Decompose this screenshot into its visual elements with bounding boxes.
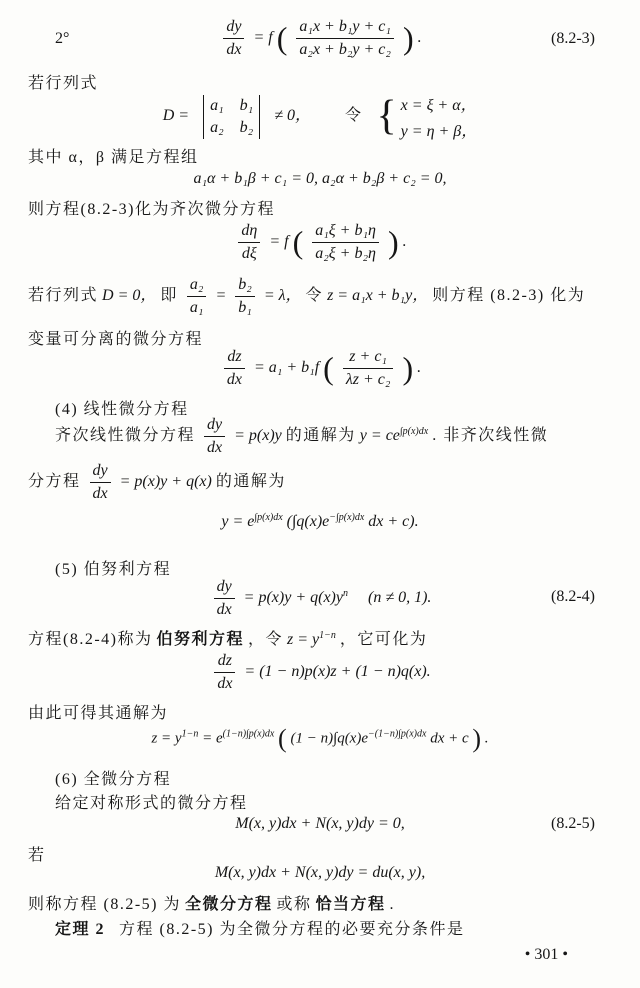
equation-homogeneous	[0, 222, 640, 262]
exponent: −(1−n)∫p(x)dx	[368, 728, 427, 740]
case-y: y = η + β，	[400, 123, 478, 140]
math-segment: y = e	[221, 513, 255, 530]
exponent: 1−n	[181, 728, 199, 740]
frac-num: a₁ξ + b₁η	[312, 222, 379, 243]
open-paren: (	[278, 724, 287, 753]
text-given-symmetric: 给定对称形式的微分方程	[55, 795, 248, 812]
text-bernoulli-bold: 伯努利方程	[156, 631, 245, 648]
math-segment: = f	[269, 232, 289, 250]
frac-num: b₂	[235, 276, 255, 297]
math-segment: (∫q(x)e	[286, 513, 330, 530]
math-segment: = p(x)y	[234, 426, 282, 444]
open-paren: (	[292, 224, 304, 261]
text-then-homogeneous: 则方程(8.2-3)化为齐次微分方程	[28, 201, 275, 218]
exponent: n	[342, 587, 348, 599]
math-segment: .	[402, 232, 407, 250]
text-theorem-2-bold: 定理 2	[55, 921, 106, 938]
frac-num: dy	[223, 18, 244, 39]
frac-den: dx	[216, 600, 232, 618]
page-number: • 301 •	[524, 946, 568, 963]
frac-den: dx	[217, 674, 233, 692]
frac-den: dx	[226, 40, 242, 58]
equation-bernoulli-solution	[0, 726, 640, 752]
text-nonhomog-tail: . 非齐次线性微	[432, 426, 549, 444]
paragraph-d-zero	[28, 276, 585, 316]
frac-num: dy	[90, 462, 111, 483]
frac-xi-eta-ratio	[312, 222, 379, 262]
frac-num: dy	[214, 578, 235, 599]
math-segment: (1 − n)∫q(x)e	[290, 730, 368, 747]
math-segment: y = ce	[359, 426, 400, 444]
substitution-cases	[367, 92, 478, 141]
frac-a2-a1	[187, 276, 207, 316]
text-let-2: 令	[305, 286, 324, 304]
math-segment: = p(x)y + q(x)y	[243, 588, 343, 606]
frac-num: dz	[214, 652, 235, 673]
text-let-3: ，令	[248, 631, 284, 648]
frac-dy-dx-inline	[90, 462, 111, 502]
det-bar-right	[259, 95, 260, 139]
text-where-alpha-beta: 其中 α，β 满足方程组	[28, 149, 199, 166]
frac-num: a₂	[187, 276, 207, 297]
math-segment: = (1 − n)p(x)z + (1 − n)q(x).	[244, 662, 431, 680]
close-paren: )	[472, 724, 482, 753]
frac-num: a₁x + b₁y + c₁	[296, 18, 394, 39]
text-then-called: 则称方程 (8.2-5) 为	[28, 896, 181, 913]
text-then-eq-becomes: 则方程 (8.2-3) 化为	[432, 286, 586, 304]
frac-num: dη	[238, 222, 260, 243]
math-segment: D =	[162, 107, 190, 125]
math-segment: dx + c	[430, 730, 469, 747]
paragraph-theorem-2	[55, 916, 465, 939]
equation-bernoulli-z	[0, 652, 640, 692]
text-that-is: 即	[160, 286, 178, 304]
text-eq-called: 方程(8.2-4)称为	[28, 631, 153, 648]
math-segment: = p(x)y + q(x)	[119, 472, 212, 490]
equation-separable	[0, 348, 640, 388]
text-or-called: 或称	[276, 896, 312, 913]
case-x: x = ξ + α，	[400, 97, 477, 114]
equation-8-2-4	[0, 578, 640, 618]
eq-label-823: (8.2-3)	[551, 30, 595, 47]
math-segment: ≠ 0，	[274, 107, 311, 125]
paragraph-exact	[28, 891, 395, 914]
frac-num: dy	[204, 416, 225, 437]
section-4-heading: (4) 线性微分方程	[55, 401, 189, 418]
text-if-determinant-2: 若行列式	[28, 286, 99, 304]
det-a21: a₂	[210, 118, 224, 136]
frac-den: b₁	[238, 298, 252, 316]
frac-den: a₂x + b₂y + c₂	[299, 40, 391, 58]
frac-dy-dx	[214, 578, 235, 618]
frac-den: λz + c₂	[345, 370, 391, 388]
math-segment: = e	[202, 730, 223, 747]
frac-dz-dx	[224, 348, 245, 388]
text-thus-general-solution: 由此可得其通解为	[28, 705, 169, 722]
equation-du: M(x, y)dx + N(x, y)dy = du(x, y),	[214, 864, 426, 881]
close-paren: )	[387, 224, 399, 261]
math-segment: = λ，	[263, 286, 302, 304]
open-paren: (	[276, 20, 288, 57]
text-it-becomes: ，它可化为	[339, 631, 428, 648]
exponent: ∫p(x)dx	[399, 425, 429, 437]
text-exact-bold: 恰当方程	[315, 896, 386, 913]
close-paren: )	[402, 350, 414, 387]
frac-den: a₁	[189, 298, 204, 316]
frac-linear-ratio	[296, 18, 394, 58]
paragraph-linear-1	[55, 416, 548, 456]
text-period: .	[389, 896, 396, 913]
frac-dy-dx-inline	[204, 416, 225, 456]
frac-num: z + c₁	[343, 348, 394, 369]
open-paren: (	[323, 350, 334, 387]
frac-dy-dx	[223, 18, 244, 58]
frac-b2-b1	[235, 276, 255, 316]
frac-dz-dx	[214, 652, 235, 692]
math-segment: dx + c).	[368, 513, 419, 530]
equation-8-2-5: M(x, y)dx + N(x, y)dy = 0,	[235, 815, 405, 832]
left-brace: {	[376, 92, 397, 139]
case-marker: 2°	[55, 30, 70, 47]
section-6-heading: (6) 全微分方程	[55, 771, 172, 788]
equation-linear-solution	[0, 512, 640, 531]
exponent: −∫p(x)dx	[329, 512, 365, 523]
determinant-line	[0, 92, 640, 141]
math-segment: D = 0，	[102, 286, 157, 304]
frac-den: dx	[226, 370, 242, 388]
text-separable: 变量可分离的微分方程	[28, 331, 204, 348]
text-if-determinant: 若行列式	[28, 75, 99, 92]
math-segment: z = a₁x + b₁y，	[327, 286, 429, 304]
math-segment: .	[417, 358, 422, 376]
determinant	[199, 95, 264, 139]
text-homog-linear: 齐次线性微分方程	[55, 426, 196, 444]
frac-z-ratio	[343, 348, 394, 388]
frac-den: dξ	[241, 244, 257, 262]
text-equation-cont: 分方程	[28, 472, 81, 490]
det-a12: b₁	[239, 96, 254, 114]
text-let: 令	[344, 107, 363, 125]
case-rows	[401, 92, 478, 141]
math-segment: .	[484, 730, 489, 747]
det-a11: a₁	[210, 96, 224, 114]
frac-deta-dxi	[238, 222, 260, 262]
frac-den: dx	[92, 484, 108, 502]
text-if: 若	[28, 847, 46, 864]
text-general-solution-is: 的通解为	[285, 426, 356, 444]
math-segment: z = y	[287, 631, 320, 648]
exponent: ∫p(x)dx	[254, 512, 283, 523]
math-segment: = f	[253, 28, 273, 46]
det-grid	[208, 95, 255, 139]
frac-den: dx	[207, 438, 223, 456]
math-segment: .	[417, 28, 422, 46]
exponent: (1−n)∫p(x)dx	[222, 728, 275, 740]
text-theorem-2-statement: 方程 (8.2-5) 为全微分方程的必要充分条件是	[119, 921, 465, 938]
alpha-beta-system: a₁α + b₁β + c₁ = 0, a₂α + b₂β + c₂ = 0,	[193, 170, 447, 187]
equation-8-2-3	[0, 18, 640, 58]
eq-label-824: (8.2-4)	[551, 588, 595, 605]
condition: (n ≠ 0, 1).	[367, 588, 432, 606]
math-segment: =	[215, 286, 227, 304]
det-a22: b₂	[239, 118, 254, 136]
frac-den: a₂ξ + b₂η	[315, 244, 376, 262]
frac-num: dz	[224, 348, 245, 369]
math-segment: = a₁ + b₁f	[254, 358, 320, 376]
eq-label-825: (8.2-5)	[551, 815, 595, 832]
paragraph-linear-2	[28, 462, 286, 502]
section-5-heading: (5) 伯努利方程	[55, 561, 172, 578]
text-total-diff-bold: 全微分方程	[185, 896, 273, 913]
paragraph-bernoulli	[28, 626, 427, 649]
exponent: 1−n	[319, 630, 336, 641]
math-segment: z = y	[151, 730, 182, 747]
close-paren: )	[402, 20, 414, 57]
det-bar-left	[203, 95, 204, 139]
text-general-solution-is-2: 的通解为	[215, 472, 286, 490]
